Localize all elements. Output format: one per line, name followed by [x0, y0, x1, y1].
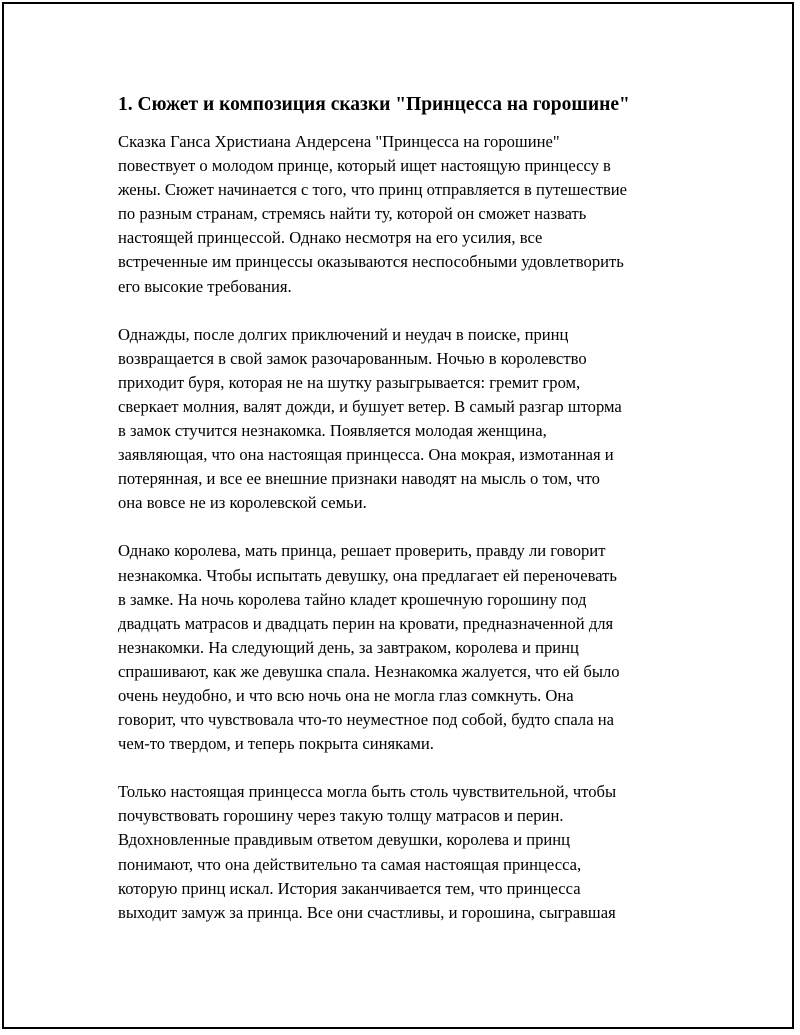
- text-line: незнакомка. Чтобы испытать девушку, она предлагает ей переночевать: [118, 565, 617, 585]
- text-line: понимают, что она действительно та самая настоящая принцесса,: [118, 854, 582, 874]
- text-line: его высокие требования.: [118, 276, 292, 296]
- text-line: говорит, что чувствовала что-то неуместное под собой, будто спала на: [118, 710, 614, 730]
- text-line: заявляющая, что она настоящая принцесса. Она мокрая, измотанная и: [118, 445, 614, 465]
- paragraph: [118, 323, 698, 516]
- text-line: спрашивают, как же девушка спала. Незнакомка жалуется, что ей было: [118, 661, 620, 681]
- text-line: чем-то твердом, и теперь покрыта синяками.: [118, 734, 434, 754]
- text-line: сверкает молния, валят дожди, и бушует ветер. В самый разгар шторма: [118, 396, 622, 416]
- text-line: приходит буря, которая не на шутку разыгрывается: гремит гром,: [118, 372, 581, 392]
- text-line: Только настоящая принцесса могла быть столь чувствительной, чтобы: [118, 782, 617, 802]
- text-line: очень неудобно, и что всю ночь она не могла глаз сомкнуть. Она: [118, 685, 574, 705]
- text-line: возвращается в свой замок разочарованным. Ночью в королевство: [118, 348, 587, 368]
- text-line: встреченные им принцессы оказываются неспособными удовлетворить: [118, 252, 624, 272]
- text-line: Однажды, после долгих приключений и неудач в поиске, принц: [118, 324, 569, 344]
- paragraph: [118, 130, 698, 299]
- text-line: почувствовать горошину через такую толщу матрасов и перин.: [118, 806, 564, 826]
- section-heading: 1. Сюжет и композиция сказки "Принцесса на горошине": [118, 94, 630, 115]
- text-line: в замок стучится незнакомка. Появляется молодая женщина,: [118, 421, 547, 441]
- text-line: по разным странам, стремясь найти ту, которой он сможет назвать: [118, 204, 587, 224]
- text-line: Сказка Ганса Христиана Андерсена "Принцесса на горошине": [118, 132, 560, 151]
- text-line: в замке. На ночь королева тайно кладет крошечную горошину под: [118, 589, 587, 609]
- text-line: настоящей принцессой. Однако несмотря на его усилия, все: [118, 228, 543, 248]
- text-line: Вдохновленные правдивым ответом девушки, королева и принц: [118, 830, 571, 850]
- text-line: незнакомки. На следующий день, за завтраком, королева и принц: [118, 637, 579, 657]
- text-line: повествует о молодом принце, который ищет настоящую принцессу в: [118, 156, 611, 176]
- text-line: двадцать матрасов и двадцать перин на кровати, предназначенной для: [118, 613, 614, 633]
- text-line: она вовсе не из королевской семьи.: [118, 493, 367, 513]
- document-body: [118, 92, 698, 949]
- paragraph: [118, 539, 698, 756]
- text-line: Однако королева, мать принца, решает проверить, правду ли говорит: [118, 541, 606, 561]
- text-line: выходит замуж за принца. Все они счастливы, и горошина, сыгравшая: [118, 902, 616, 922]
- paragraph: [118, 780, 698, 925]
- text-line: которую принц искал. История заканчивается тем, что принцесса: [118, 878, 581, 898]
- text-line: потерянная, и все ее внешние признаки наводят на мысль о том, что: [118, 469, 600, 489]
- paragraphs-container: [118, 130, 698, 925]
- text-line: жены. Сюжет начинается с того, что принц отправляется в путешествие: [118, 180, 628, 200]
